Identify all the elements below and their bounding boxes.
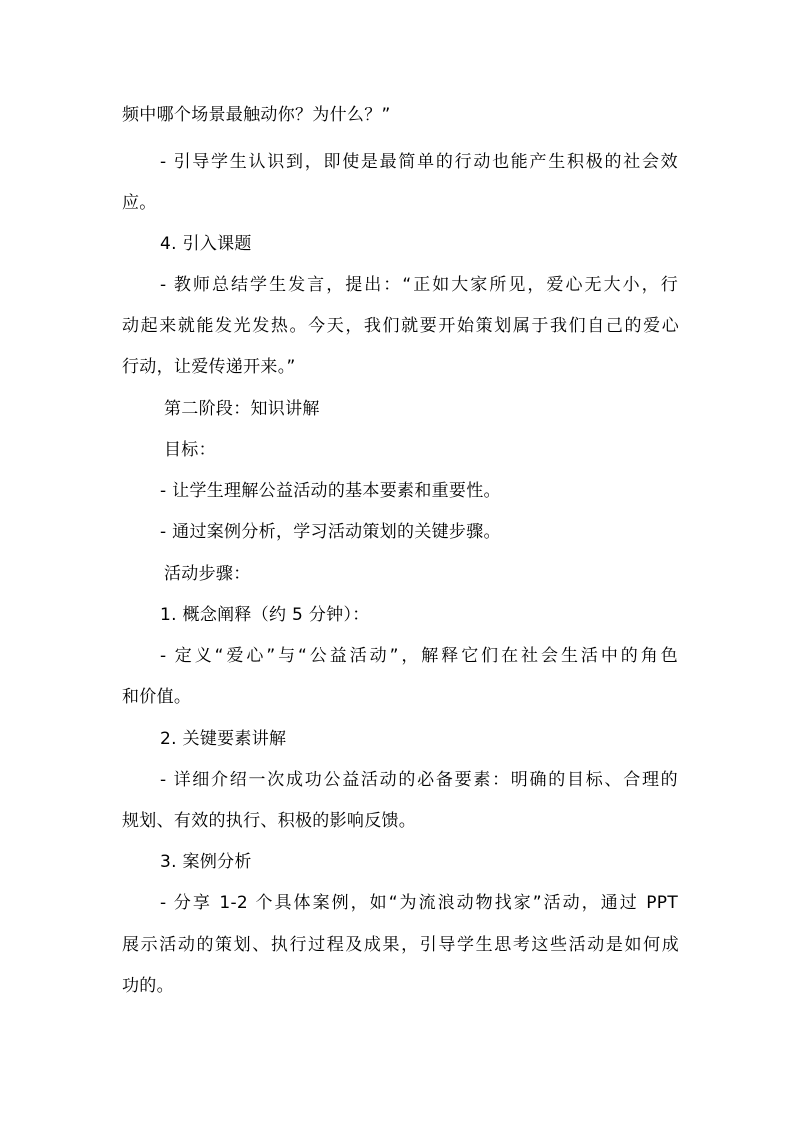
text-line-continuation: 和价值。 xyxy=(122,687,192,707)
section-heading: 4. 引入课题 xyxy=(160,234,252,254)
text-line-bullet: - 定义“爱心”与“公益活动”，解释它们在社会生活中的角色 xyxy=(160,646,678,666)
text-line-continuation: 展示活动的策划、执行过程及成果，引导学生思考这些活动是如何成 xyxy=(122,935,679,955)
text-line-bullet: - 通过案例分析，学习活动策划的关键步骤。 xyxy=(160,522,501,542)
text-line-bullet: - 让学生理解公益活动的基本要素和重要性。 xyxy=(160,481,501,501)
text-line-continuation: 应。 xyxy=(122,193,157,213)
text-line-bullet: - 引导学生认识到，即使是最简单的行动也能产生积极的社会效 xyxy=(160,152,678,172)
section-heading: 1. 概念阐释（约 5 分钟）： xyxy=(160,605,370,625)
text-line-continuation: 行动，让爱传递开来。” xyxy=(122,357,296,377)
goal-heading: 目标： xyxy=(164,440,216,460)
text-line-continuation: 频中哪个场景最触动你？为什么？” xyxy=(122,105,391,125)
text-line-continuation: 动起来就能发光发热。今天，我们就要开始策划属于我们自己的爱心 xyxy=(122,316,679,336)
stage-heading: 第二阶段：知识讲解 xyxy=(164,399,320,419)
text-line-bullet: - 分享 1-2 个具体案例，如“为流浪动物找家”活动，通过 PPT xyxy=(160,893,678,913)
steps-heading: 活动步骤： xyxy=(164,564,251,584)
section-heading: 2. 关键要素讲解 xyxy=(160,729,287,749)
section-heading: 3. 案例分析 xyxy=(160,852,252,872)
text-line-continuation: 规划、有效的执行、积极的影响反馈。 xyxy=(122,811,417,831)
text-line-continuation: 功的。 xyxy=(122,976,174,996)
text-line-bullet: - 教师总结学生发言，提出：“正如大家所见，爱心无大小，行 xyxy=(160,275,678,295)
text-line-bullet: - 详细介绍一次成功公益活动的必备要素：明确的目标、合理的 xyxy=(160,770,678,790)
